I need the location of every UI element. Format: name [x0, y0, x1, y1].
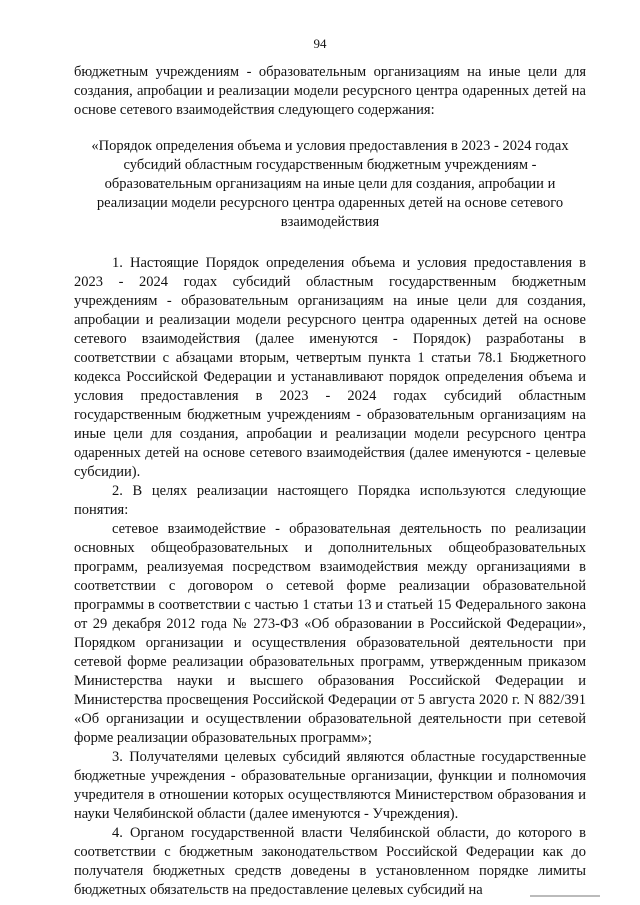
page-number: 94: [313, 36, 327, 51]
paragraph-definition: сетевое взаимодействие - образовательная деятельность по реализации основных общеобразовательных и дополнительных общеобразовательных программ, реализуемая посредством взаимодействия между организациями в соответствии с договором о сетевой форме реализации образовательной программы в соответствии с частью 1 статьи 13 и статьей 15 Федерального закона от 29 декабря 2012 года № 273-ФЗ «Об образовании в Российской Федерации», Порядком организации и осуществления образовательной деятельности при сетевой форме реализации образовательных программ, утвержденным приказом Министерства науки и высшего образования Российской Федерации и Министерства просвещения Российской Федерации от 5 августа 2020 г. N 882/391 «Об организации и осуществлении образовательной деятельности при сетевой форме реализации образовательных программ»;: [74, 521, 586, 746]
document-body: [74, 63, 586, 900]
paragraph-1: 1. Настоящие Порядок определения объема и условия предоставления в 2023 - 2024 годах субсидий областным государственным бюджетным учреждениям - образовательным организациям на иные цели для создания, апробации и реализации модели ресурсного центра одаренных детей на основе сетевого взаимодействия (далее именуются - Порядок) разработаны в соответствии с абзацами вторым, четвертым пункта 1 статьи 78.1 Бюджетного кодекса Российской Федерации и устанавливают порядок определения объема и условия предоставления в 2023 - 2024 годах субсидий областным государственным бюджетным учреждениям - образовательным организациям на иные цели для создания, апробации и реализации модели ресурсного центра одаренных детей на основе сетевого взаимодействия (далее именуются - целевые субсидии).: [74, 255, 586, 480]
paragraph-3: 3. Получателями целевых субсидий являются областные государственные бюджетные учреждения - образовательные организации, функции и полномочия учредителя в отношении которых осуществляются Министерством образования и науки Челябинской области (далее именуются - Учреждения).: [74, 749, 586, 822]
section-title: «Порядок определения объема и условия предоставления в 2023 - 2024 годах субсидий областным государственным бюджетным учреждениям - образовательным организациям на иные цели для создания, апробации и реализации модели ресурсного центра одаренных детей на основе сетевого взаимодействия: [91, 138, 569, 230]
paragraph-2: 2. В целях реализации настоящего Порядка используются следующие понятия:: [74, 483, 586, 518]
intro-paragraph: бюджетным учреждениям - образовательным организациям на иные цели для создания, апробации и реализации модели ресурсного центра одаренных детей на основе сетевого взаимодействия следующего содержания:: [74, 64, 586, 118]
scan-mark: [530, 895, 600, 897]
paragraph-4: 4. Органом государственной власти Челябинской области, до которого в соответствии с бюджетным законодательством Российской Федерации как до получателя бюджетных средств доведены в установленном порядке лимиты бюджетных обязательств на предоставление целевых субсидий на: [74, 825, 586, 898]
